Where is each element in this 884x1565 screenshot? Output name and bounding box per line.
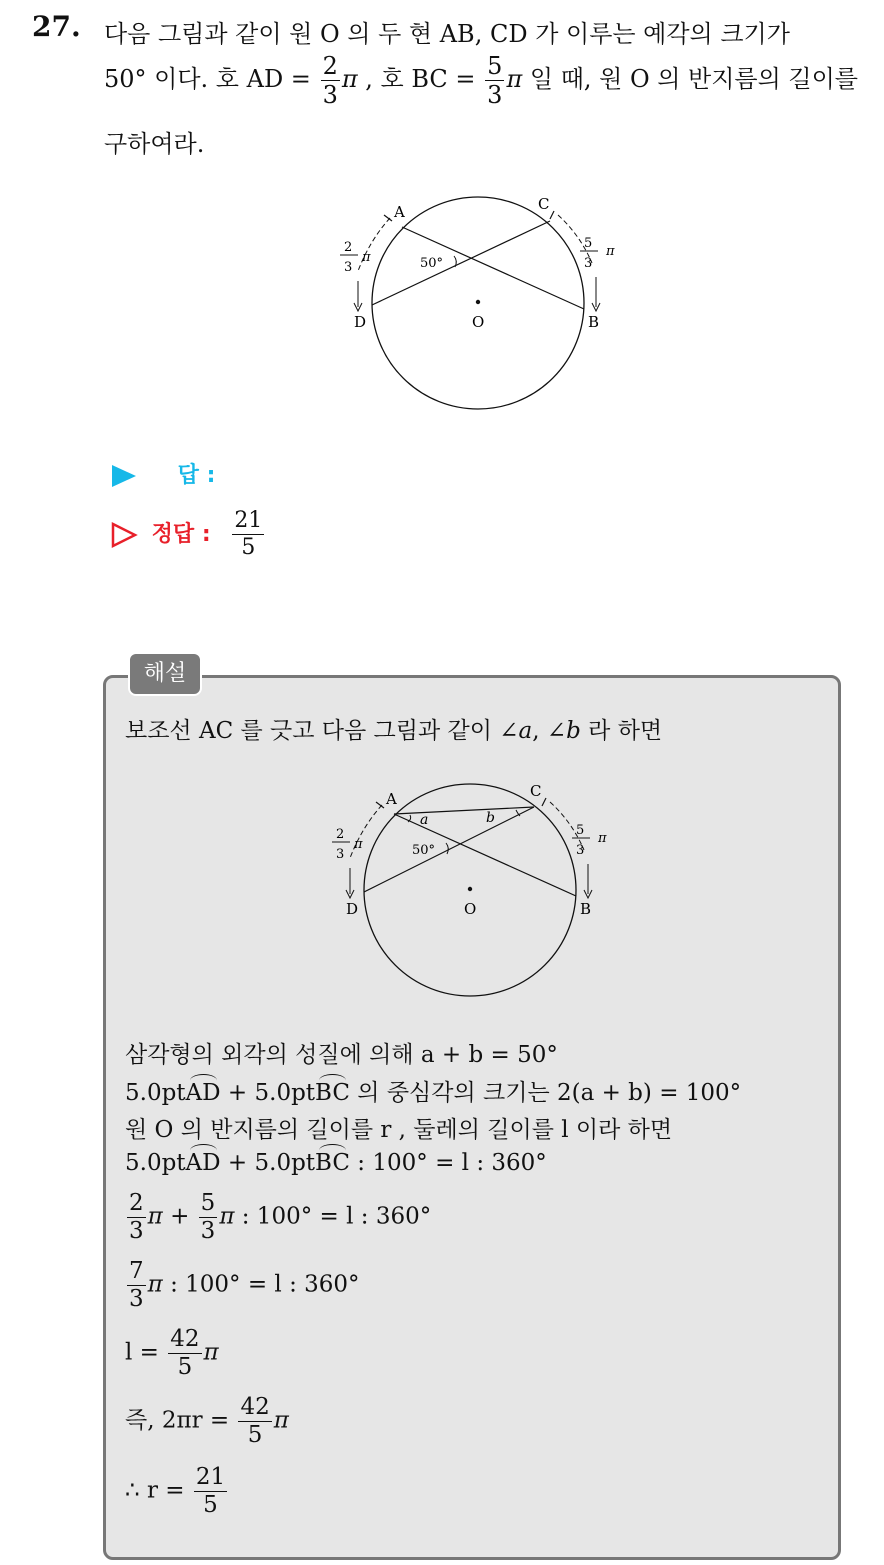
fraction-denominator: 3 [129, 1286, 144, 1312]
solution-line-8 [125, 1396, 289, 1447]
arc-bc: BC [315, 1150, 350, 1176]
question-line-2-start: 50° 이다. 호 AD = [104, 65, 311, 93]
center-point-o [468, 887, 472, 891]
arc-left-pi: π [362, 250, 371, 265]
label-c: C [530, 782, 542, 800]
arc-right-pi: π [606, 244, 615, 259]
line-text: 5.0pt [125, 1080, 186, 1106]
solution-line-3: 원 O 의 반지름의 길이를 r , 둘레의 길이를 l 이라 하면 [125, 1117, 673, 1143]
arc-ad-fraction [321, 54, 340, 107]
angle-mark [446, 843, 448, 854]
fraction [127, 1192, 146, 1243]
fraction-denominator: 3 [487, 81, 503, 109]
question-number: 27. [32, 10, 81, 43]
label-b: B [580, 900, 592, 918]
chord-ac [394, 807, 534, 814]
label-o: O [464, 900, 477, 918]
fraction-denominator: 5 [247, 1422, 263, 1448]
arc-right-numerator: 5 [584, 236, 593, 251]
fraction-denominator: 5 [241, 535, 256, 560]
fraction-numerator: 42 [240, 1394, 270, 1420]
pi-symbol: π [506, 65, 523, 93]
question-line-3: 구하여라. [104, 130, 205, 158]
solution-line-5 [125, 1192, 431, 1243]
solution-line-1: 삼각형의 외각의 성질에 의해 a + b = 50° [125, 1042, 558, 1068]
fraction-numerator: 7 [129, 1258, 144, 1284]
arc-tick [550, 211, 554, 219]
arc-ad: AD [185, 1150, 221, 1176]
fraction [194, 1466, 227, 1517]
question-line-2-middle: , 호 BC = [365, 65, 476, 93]
solution-intro-text: 라 하면 [580, 718, 663, 744]
pi-symbol: π [147, 1271, 163, 1298]
circle-figure-question [330, 185, 630, 415]
solution-tag: 해설 [128, 652, 202, 696]
answer-label: 답 : [177, 463, 216, 488]
arc-left-pi: π [354, 837, 363, 852]
arc-left-denominator: 3 [344, 260, 353, 275]
arc-right-denominator: 3 [584, 256, 593, 271]
label-c: C [538, 195, 550, 213]
solution-intro-text: 보조선 AC 를 긋고 다음 그림과 같이 ∠ [125, 718, 519, 744]
solution-intro-text: , ∠ [532, 718, 567, 744]
arc-left-numerator: 2 [336, 827, 345, 842]
variable-b: b [566, 718, 581, 744]
circle-figure-solution [322, 772, 622, 1002]
label-d: D [346, 900, 359, 918]
correct-answer-row [110, 510, 266, 559]
fraction-numerator: 21 [195, 1464, 226, 1490]
line-text: 의 중심각의 크기는 2(a + b) = 100° [349, 1080, 742, 1106]
fraction-denominator: 3 [129, 1218, 144, 1244]
line-text: : 100° = l : 360° [162, 1271, 360, 1298]
question-line-2 [104, 54, 858, 107]
arc-bc-fraction [485, 54, 504, 107]
line-text: ∴ r = [125, 1477, 192, 1504]
label-b: B [588, 313, 600, 331]
fraction-numerator: 2 [322, 52, 338, 80]
line-text: : 100° = l : 360° [234, 1203, 432, 1230]
label-a: A [386, 790, 397, 808]
angle-label: 50° [412, 843, 436, 858]
arc-right-denominator: 3 [576, 843, 585, 858]
solution-line-7 [125, 1328, 219, 1379]
arc-tick [542, 798, 546, 806]
pi-symbol: π [273, 1407, 289, 1434]
fraction-numerator: 21 [234, 508, 263, 533]
arc-bc: BC [315, 1080, 350, 1106]
correct-answer-value [232, 510, 264, 559]
fraction-denominator: 3 [200, 1218, 216, 1244]
arc-left-denominator: 3 [336, 847, 345, 862]
answer-row [110, 458, 215, 489]
solution-line-9 [125, 1466, 229, 1517]
pi-symbol: π [147, 1203, 163, 1230]
arc-left-numerator: 2 [344, 240, 353, 255]
play-outline-icon [110, 521, 138, 549]
pi-symbol: π [219, 1203, 235, 1230]
arc-right-pi: π [598, 831, 607, 846]
solution-line-2 [125, 1074, 741, 1107]
fraction-denominator: 5 [177, 1354, 193, 1380]
line-text: 즉, 2πr = [125, 1407, 237, 1434]
label-o: O [472, 313, 485, 331]
fraction-numerator: 2 [129, 1190, 144, 1216]
fraction-numerator: 5 [200, 1190, 216, 1216]
fraction-numerator: 5 [487, 52, 503, 80]
angle-a-label: a [420, 812, 429, 828]
label-d: D [354, 313, 367, 331]
line-text: l = [125, 1339, 167, 1366]
angle-b-label: b [486, 810, 495, 826]
fraction-denominator: 5 [203, 1492, 218, 1518]
solution-line-4 [125, 1150, 547, 1176]
arc-right-numerator: 5 [576, 823, 585, 838]
line-text: + 5.0pt [220, 1080, 316, 1106]
fraction [238, 1396, 271, 1447]
angle-label: 50° [420, 256, 444, 271]
line-text: + 5.0pt [220, 1150, 316, 1176]
chord-cd [364, 807, 534, 892]
fraction [127, 1260, 146, 1311]
correct-answer-label: 정답 : [151, 521, 211, 547]
line-text: + [162, 1203, 197, 1230]
fraction-denominator: 3 [322, 81, 338, 109]
question-line-1: 다음 그림과 같이 원 O 의 두 현 AB, CD 가 이루는 예각의 크기가 [104, 20, 790, 48]
solution-intro [125, 712, 662, 745]
center-point-o [476, 300, 480, 304]
pi-symbol: π [341, 65, 358, 93]
variable-a: a [518, 718, 533, 744]
line-text: 5.0pt [125, 1150, 186, 1176]
arc-ad: AD [185, 1080, 221, 1106]
fraction-numerator: 42 [170, 1326, 200, 1352]
line-text: : 100° = l : 360° [349, 1150, 547, 1176]
question-line-2-end: 일 때, 원 O 의 반지름의 길이를 [529, 65, 858, 93]
label-a: A [394, 203, 405, 221]
fraction [199, 1192, 218, 1243]
play-filled-icon [110, 463, 138, 489]
fraction [168, 1328, 201, 1379]
solution-line-6 [125, 1260, 360, 1311]
pi-symbol: π [203, 1339, 219, 1366]
